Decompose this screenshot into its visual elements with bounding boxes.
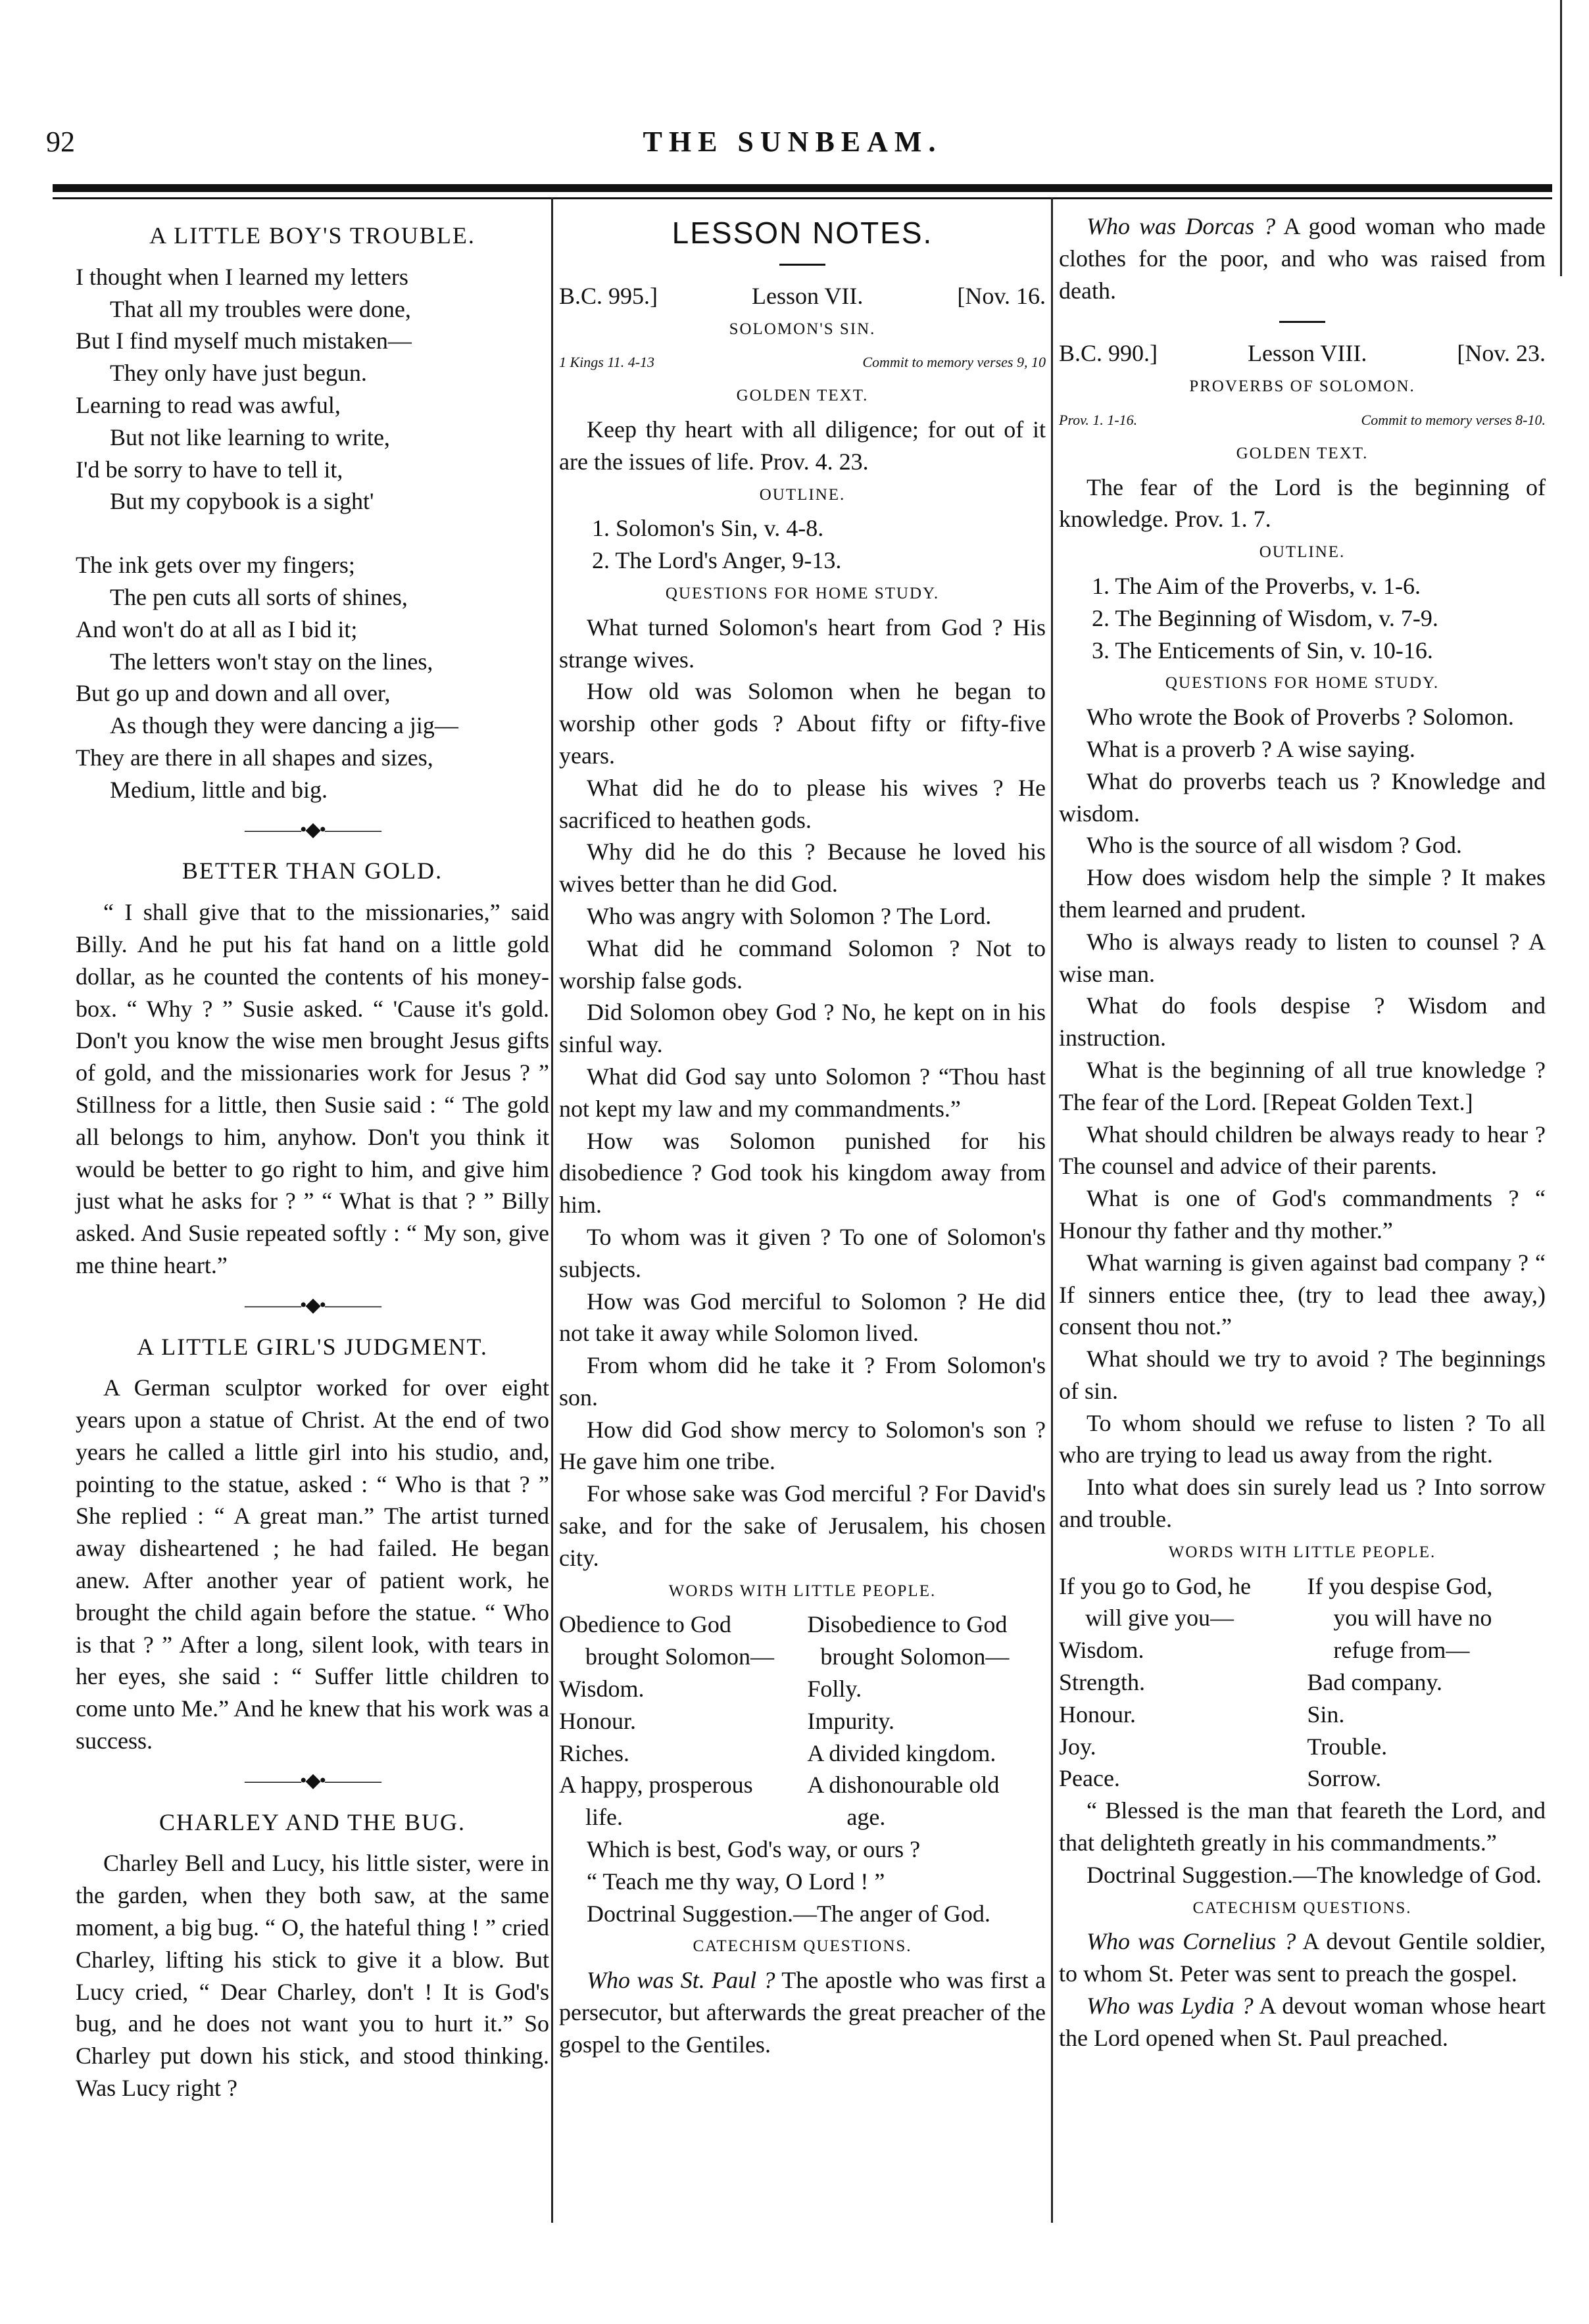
qa-item: Who was angry with Solomon ? The Lord. [587, 902, 992, 929]
words-right-column [1307, 1570, 1546, 1795]
catechism-question: Who was Dorcas ? [1087, 213, 1276, 239]
words-item: If you go to God, he [1059, 1572, 1251, 1599]
words-left-column [1059, 1570, 1298, 1795]
lesson-8-date: [Nov. 23. [1457, 340, 1546, 367]
header-rule-thin [53, 197, 1552, 199]
questions-label: QUESTIONS FOR HOME STUDY. [665, 584, 940, 602]
words-item: life. [585, 1804, 623, 1831]
qa-item: From whom did he take it ? From Solomon's son. [559, 1352, 1046, 1411]
doctrinal-suggestion: Doctrinal Suggestion.—The anger of God. [587, 1900, 990, 1927]
poem-line: The pen cuts all sorts of shines, [110, 583, 408, 610]
catechism-answer: A devout woman whose heart the Lord opened when St. Paul preached. [1059, 1993, 1546, 2051]
poem-line: But not like learning to write, [110, 424, 390, 450]
words-item: brought Solomon— [820, 1643, 1010, 1670]
qa-item: Into what does sin surely lead us ? Into sorrow and trouble. [1059, 1474, 1546, 1533]
words-item: If you despise God, [1307, 1572, 1493, 1599]
words-item: Obedience to God [559, 1611, 731, 1638]
article-body-charley-bug: Charley Bell and Lucy, his little sister, were in the garden, when they both saw, at the same moment, a big bug. “ O, the hateful thing ! ” cried Charley, lifting his stick to give it a blow. But Lucy cried, “ Dear Charley, don't ! It is God's bug, and he does not want you to hurt it.” So Charley put down his stick, and stood thinking. Was Lucy right ? [76, 1850, 549, 2102]
catechism-answer: A devout Gentile soldier, to whom St. Peter was sent to preach the gospel. [1059, 1928, 1546, 1987]
lesson-7-date: [Nov. 16. [957, 282, 1046, 309]
outline-label: OUTLINE. [1259, 543, 1346, 562]
words-item: Peace. [1059, 1765, 1120, 1792]
words-item: you will have no [1333, 1605, 1492, 1632]
qa-item: What is a proverb ? A wise saying. [1087, 735, 1415, 762]
words-item: Wisdom. [559, 1676, 645, 1703]
article-body-girls-judgment: A German sculptor worked for over eight years upon a statue of Christ. At the end of two years he called a little girl into his studio, and, pointing to the statue, asked : “ Who is that ? ” She replied : “ A great man.” The artist turned away disheartened ; he had failed. He began anew. After another year of patient work, he brought the child again before the statue. “ Who is that ? ” After a long, silent look, with tears in her eyes, she said : “ Suffer little children to come unto Me.” And he knew that his work was a success. [76, 1374, 549, 1755]
lesson-8-outline [1059, 570, 1546, 666]
qa-item: What did he do to please his wives ? He sacrificed to heathen gods. [559, 774, 1046, 833]
outline-item: 2. The Lord's Anger, 9-13. [592, 547, 842, 574]
qa-item: Who is the source of all wisdom ? God. [1087, 832, 1462, 859]
words-item: A dishonourable old [807, 1772, 1000, 1799]
words-item: Disobedience to God [807, 1611, 1008, 1638]
qa-item: How was Solomon punished for his disobedience ? God took his kingdom away from him. [559, 1127, 1046, 1219]
poem-line: As though they were dancing a jig— [110, 712, 458, 739]
catechism-label: CATECHISM QUESTIONS. [693, 1937, 912, 1956]
qa-item: To whom should we refuse to listen ? To all who are trying to lead us away from the right. [1059, 1409, 1546, 1468]
qa-item: What did he command Solomon ? Not to worship false gods. [559, 934, 1046, 994]
outline-item: 1. Solomon's Sin, v. 4-8. [592, 515, 824, 542]
words-item: Wisdom. [1059, 1637, 1144, 1664]
qa-item: What turned Solomon's heart from God ? His strange wives. [559, 614, 1046, 673]
masthead: THE SUNBEAM. [643, 126, 942, 158]
lesson-8-memory: Commit to memory verses 8-10. [1361, 411, 1546, 428]
qa-item: For whose sake was God merciful ? For David's sake, and for the sake of Jerusalem, his chosen city. [559, 1480, 1046, 1571]
section-separator: ———•◆•——— [244, 818, 381, 840]
outline-item: 1. The Aim of the Proverbs, v. 1-6. [1092, 572, 1421, 599]
qa-item: What should we try to avoid ? The beginnings of sin. [1059, 1345, 1546, 1404]
words-item: A happy, prosperous [559, 1772, 753, 1799]
words-item: refuge from— [1333, 1637, 1470, 1664]
poem-line: But my copybook is a sight' [110, 488, 374, 515]
words-item: A divided kingdom. [807, 1739, 996, 1766]
words-item: Strength. [1059, 1669, 1145, 1696]
qa-item: How did God show mercy to Solomon's son ? He gave him one tribe. [559, 1416, 1046, 1475]
article-body-better-than-gold: “ I shall give that to the missionaries,” said Billy. And he put his fat hand on a little gold dollar, as he counted the contents of his money-box. “ Why ? ” Susie asked. “ 'Cause it's gold. Don't you know the wise men brought Jesus gifts of gold, and the missionaries work for Jesus ? ” Stillness for a little, then Susie said : “ The gold all belongs to him, anyhow. Don't you think it would be better to go right to him, and give him just what he asks for ? ” “ What is that ? ” Billy asked. And Susie repeated softly : “ My son, give me thine heart.” [76, 899, 549, 1278]
words-item: Sorrow. [1307, 1765, 1382, 1792]
column-1 [76, 210, 549, 2104]
qa-item: What warning is given against bad company ? “ If sinners entice thee, (try to lead thee away,) consent thou not.” [1059, 1249, 1546, 1340]
words-right-column [807, 1609, 1046, 1833]
section-separator: ———•◆•——— [244, 1294, 381, 1316]
outline-label: OUTLINE. [759, 485, 846, 504]
lesson-7-topic: SOLOMON'S SIN. [729, 320, 876, 338]
lesson-8-reference-row [1059, 404, 1546, 437]
lesson-7-reference: 1 Kings 11. 4-13 [559, 354, 655, 371]
article-title-girls-judgment: A LITTLE GIRL'S JUDGMENT. [137, 1333, 488, 1360]
catechism-answer: The apostle who was first a persecutor, but afterwards the great preacher of the gospel to the Gentiles. [559, 1967, 1046, 2058]
poem-line: But go up and down and all over, [76, 680, 391, 707]
golden-text-label: GOLDEN TEXT. [736, 387, 869, 405]
qa-item: To whom was it given ? To one of Solomon's subjects. [559, 1223, 1046, 1282]
words-item: Trouble. [1307, 1733, 1388, 1760]
lesson-8-header [1059, 337, 1546, 370]
outline-item: 2. The Beginning of Wisdom, v. 7-9. [1092, 604, 1438, 631]
doctrinal-suggestion: Doctrinal Suggestion.—The knowledge of God. [1087, 1861, 1542, 1888]
qa-item: Did Solomon obey God ? No, he kept on in his sinful way. [559, 999, 1046, 1058]
qa-item: How old was Solomon when he began to worship other gods ? About fifty or fifty-five years. [559, 678, 1046, 769]
catechism-item [559, 1964, 1046, 2060]
words-item: age. [846, 1804, 886, 1831]
questions-label: QUESTIONS FOR HOME STUDY. [1165, 674, 1440, 692]
qa-item: Who is always ready to listen to counsel ? A wise man. [1059, 928, 1546, 987]
poem-line: That all my troubles were done, [110, 295, 411, 322]
words-item: Riches. [559, 1739, 629, 1766]
words-item: Bad company. [1307, 1669, 1443, 1696]
words-table [559, 1609, 1046, 1833]
qa-item: Who wrote the Book of Proverbs ? Solomon. [1087, 704, 1514, 731]
lesson-7-golden-text: Keep thy heart with all diligence; for out of it are the issues of life. Prov. 4. 23. [559, 416, 1046, 475]
lesson-8-number: Lesson VIII. [1248, 340, 1367, 367]
poem-line: Medium, little and big. [110, 776, 328, 803]
qa-item: What is the beginning of all true knowledge ? The fear of the Lord. [Repeat Golden Text.] [1059, 1056, 1546, 1115]
lesson-7-memory: Commit to memory verses 9, 10 [862, 354, 1046, 371]
catechism-label: CATECHISM QUESTIONS. [1192, 1899, 1412, 1917]
page-number: 92 [46, 126, 75, 158]
lesson-8-topic: PROVERBS OF SOLOMON. [1189, 377, 1415, 396]
words-with-little-people-label: WORDS WITH LITTLE PEOPLE. [668, 1582, 937, 1600]
lesson-7-header [559, 280, 1046, 312]
catechism-item [1059, 1925, 1546, 1990]
catechism-question: Who was Lydia ? [1087, 1993, 1254, 2020]
lesson-8-reference: Prov. 1. 1-16. [1059, 411, 1138, 428]
words-item: will give you— [1085, 1605, 1234, 1632]
lesson-8-golden-text: The fear of the Lord is the beginning of knowledge. Prov. 1. 7. [1059, 473, 1546, 533]
catechism-question: Who was Cornelius ? [1087, 1928, 1296, 1955]
poem-boys-trouble [76, 261, 549, 806]
short-rule [779, 264, 825, 266]
words-item: Impurity. [807, 1707, 895, 1734]
right-edge-rule [1560, 0, 1562, 276]
words-item: Joy. [1059, 1733, 1096, 1760]
blessed-quote: “ Blessed is the man that feareth the Lord, and that delighteth greatly in his commandments.” [1059, 1797, 1546, 1856]
qa-item: What did God say unto Solomon ? “Thou hast not kept my law and my commandments.” [559, 1063, 1046, 1122]
words-item: Honour. [559, 1707, 636, 1734]
column-3 [1059, 210, 1546, 2054]
poem-line: I'd be sorry to have to tell it, [76, 456, 343, 483]
words-item: brought Solomon— [585, 1643, 775, 1670]
catechism-item [1059, 210, 1546, 306]
column-2 [559, 210, 1046, 2061]
article-title-boys-trouble: A LITTLE BOY'S TROUBLE. [149, 222, 476, 249]
poem-line: And won't do at all as I bid it; [76, 616, 358, 642]
words-item: Folly. [807, 1676, 862, 1703]
qa-item: How does wisdom help the simple ? It makes them learned and prudent. [1059, 864, 1546, 923]
catechism-question: Who was St. Paul ? [587, 1967, 775, 1994]
which-is-best: Which is best, God's way, or ours ? [587, 1836, 921, 1863]
poem-line: I thought when I learned my letters [76, 263, 408, 290]
poem-line: The letters won't stay on the lines, [110, 648, 433, 675]
words-item: Sin. [1307, 1701, 1345, 1728]
outline-item: 3. The Enticements of Sin, v. 10-16. [1092, 637, 1433, 664]
qa-item: What do proverbs teach us ? Knowledge and wisdom. [1059, 767, 1546, 827]
words-left-column [559, 1609, 798, 1833]
poem-line: They are there in all shapes and sizes, [76, 744, 433, 771]
section-separator: ———•◆•——— [244, 1769, 381, 1791]
column-divider-2 [1051, 197, 1053, 2223]
words-with-little-people-label: WORDS WITH LITTLE PEOPLE. [1168, 1543, 1436, 1561]
words-item: Honour. [1059, 1701, 1136, 1728]
catechism-item [1059, 1990, 1546, 2054]
lesson-8-bc: B.C. 990.] [1059, 340, 1158, 367]
words-table [1059, 1570, 1546, 1795]
qa-item: Why did he do this ? Because he loved his wives better than he did God. [559, 838, 1046, 898]
catechism-answer: A good woman who made clothes for the poor, and who was raised from death. [1059, 213, 1546, 304]
poem-line: Learning to read was awful, [76, 391, 341, 418]
lesson-7-number: Lesson VII. [752, 282, 864, 309]
short-rule [1279, 321, 1325, 323]
article-title-better-than-gold: BETTER THAN GOLD. [182, 858, 443, 884]
qa-item: What should children be always ready to hear ? The counsel and advice of their parents. [1059, 1121, 1546, 1180]
article-title-charley-bug: CHARLEY AND THE BUG. [159, 1808, 466, 1835]
poem-line: But I find myself much mistaken— [76, 327, 412, 354]
lesson-7-outline [559, 512, 1046, 577]
page-header [39, 125, 1546, 171]
teach-me: “ Teach me thy way, O Lord ! ” [587, 1868, 885, 1895]
qa-item: How was God merciful to Solomon ? He did not take it away while Solomon lived. [559, 1288, 1046, 1347]
lesson-7-bc: B.C. 995.] [559, 282, 658, 309]
qa-item: What do fools despise ? Wisdom and instruction. [1059, 992, 1546, 1052]
golden-text-label: GOLDEN TEXT. [1236, 444, 1369, 462]
poem-line: They only have just begun. [110, 360, 367, 387]
poem-line: The ink gets over my fingers; [76, 552, 355, 579]
lesson-notes-title: LESSON NOTES. [672, 216, 933, 250]
lesson-7-reference-row [559, 347, 1046, 379]
qa-item: What is one of God's commandments ? “ Honour thy father and thy mother.” [1059, 1185, 1546, 1244]
column-divider-1 [551, 197, 553, 2223]
header-rule-thick [53, 184, 1552, 192]
